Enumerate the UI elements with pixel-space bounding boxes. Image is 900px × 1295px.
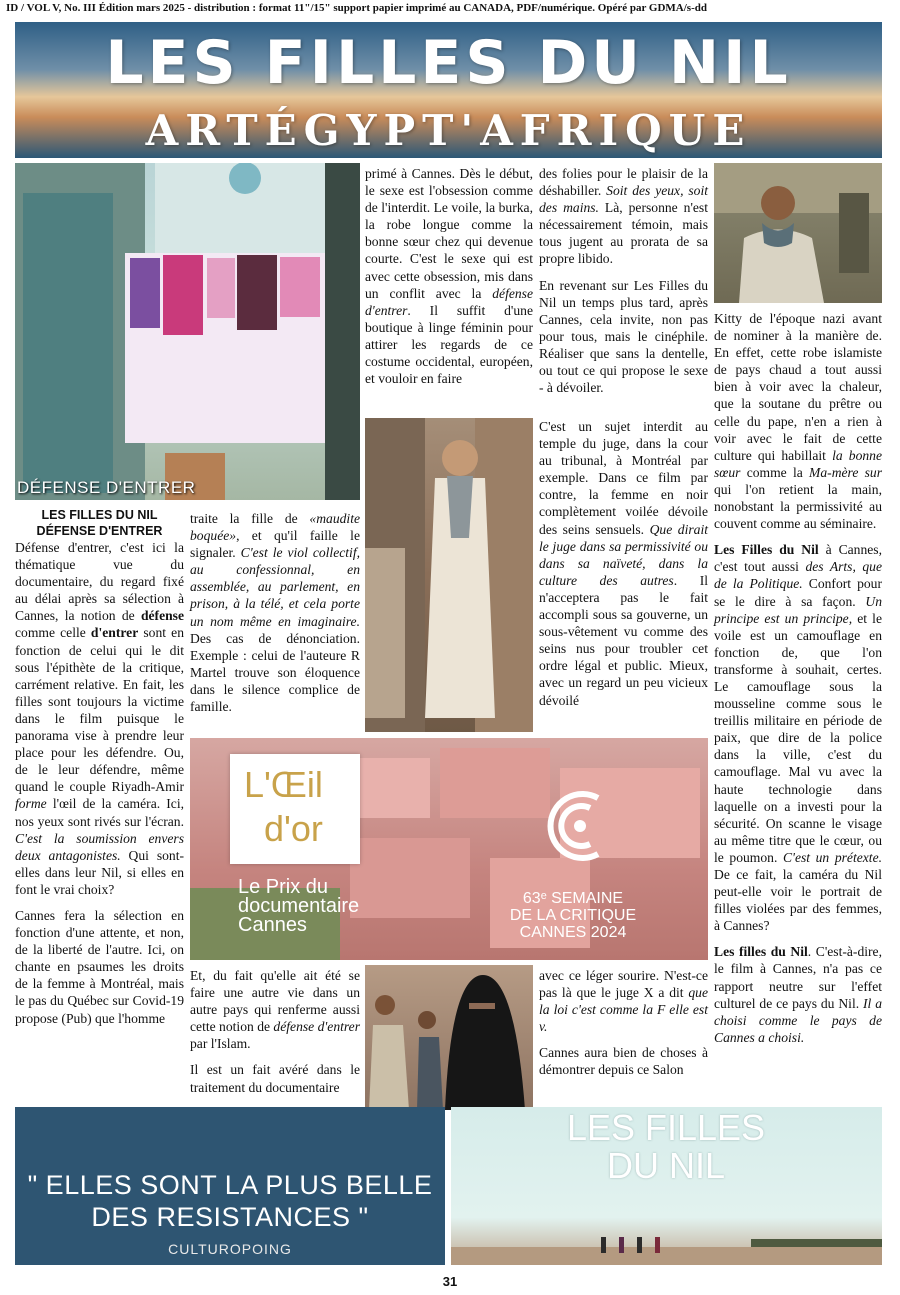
quote-source: CULTUROPOING (168, 1241, 292, 1257)
quote-text: " ELLES SONT LA PLUS BELLE DES RESISTANCES " (27, 1170, 433, 1232)
veiled-woman-photo (365, 965, 533, 1110)
paragraph: traite la fille de «maudite boquée», et qu'il faille le signaler. C'est le viol collectif, au confessionnal, en assemblée, au parlement, en prison, à la télé, et cela porte un nom même en imaginaire. Des cas de dénonciation. Exemple : celui de l'auteure R Martel trouve son éloquence dans le silence complice de famille. (190, 511, 360, 715)
issue-info: ID / VOL V, No. III Édition mars 2025 - distribution : format 11"/15" support papier imprimé au CANADA, PDF/numérique. Opéré par GDMA/s-dd (6, 2, 707, 14)
man-photo (365, 418, 533, 732)
paragraph: primé à Cannes. Dès le début, le sexe est l'obsession comme de l'interdit. Le voile, la burka, la robe longue comme la bonne sœur chez qui devenue courte. C'est le sexe qui est avec cette obsession, mis dans un conflit avec la défense d'entrer. Il suffit d'une boutique à linge féminin pour attirer les regards de ce costume occidental, européen, et vouloir en faire (365, 166, 533, 387)
paragraph: Les filles du Nil. C'est-à-dire, le film à Cannes, n'a pas ce rapport neutre sur l'effet culturel de ce pays du Nil. Il a choisi comme le pays de Cannes a choisi. (714, 944, 883, 1045)
paragraph: Cannes aura bien de choses à démontrer depuis ce Salon (539, 1045, 708, 1078)
semaine-logo-icon (540, 786, 610, 866)
paragraph: Et, du fait qu'elle ait été se faire une autre vie dans un autre pays qui renferme aussi cette notion de défense d'entrer par l'Islam. (190, 968, 361, 1052)
oeil-dor-card (230, 754, 360, 864)
young-man-illustration (714, 163, 882, 303)
paragraph: Il est un fait avéré dans le traitement du documentaire (190, 1062, 360, 1095)
dor-label: d'or (264, 808, 323, 849)
young-man-photo (714, 163, 882, 303)
quote-box (15, 1107, 445, 1265)
laundry-photo (15, 163, 360, 500)
article-column-3-top (539, 165, 708, 405)
article-column-3-middle (539, 418, 708, 718)
poster-title: LES FILLES DU NIL (566, 1107, 766, 1186)
article-column-2-middle (190, 510, 360, 724)
paragraph: C'est un sujet interdit au temple du juge, dans la cour au tribunal, à Montréal par exemple. Dans ce film par contre, la femme en noir complètement voilée dévoile des seins sensuels. Que dirait le juge dans sa permissivité ou dans sa naïveté, dans la culture des autres. Il n'acceptera pas le fait accompli sous sa gouverne, un sous-vêtement vu comme des seins nus pour troubler cet ordre légal et public. Mieux, avec un regard un peu vicieux dévoilé (539, 419, 708, 708)
section-heading: LES FILLES DU NIL (41, 508, 158, 522)
oeil-label: L'Œil (244, 764, 323, 805)
article-column-3-bottom (539, 967, 708, 1088)
photo-caption: DÉFENSE D'ENTRER (17, 478, 196, 497)
paragraph: Kitty de l'époque nazi avant de nominer à la manière de. En effet, cette robe islamiste de pays chaud a tout aussi bien à voir avec la chaleur, que la soutane du prêtre ou celle du pape, n'en a rien à voir avec le fait de cette culture qui habillait la bonne sœur comme la Ma-mère sur qui l'on retient la main, nonobstant la permissivité au couvent comme au séminaire. (714, 311, 882, 532)
paragraph: des folies pour le plaisir de la déshabiller. Soit des yeux, soit des mains. Là, personne n'est nécessairement témoin, mais tous jugent au prorata de sa propre libido. (539, 166, 709, 267)
poster-landscape (451, 1217, 882, 1265)
title-banner (15, 22, 882, 158)
article-column-4 (714, 310, 882, 1055)
article-column-2-bottom (190, 967, 360, 1105)
article-column-2-top (365, 165, 533, 396)
section-subheading: DÉFENSE D'ENTRER (36, 524, 163, 538)
magazine-subtitle: ARTÉGYPT'AFRIQUE (145, 106, 752, 155)
paragraph: Les Filles du Nil à Cannes, c'est tout aussi des Arts, que de la Politique. Confort pour se le dire à sa façon. Un principe est un principe, et le voile est un camouflage en fonction de, que l'on transforme à souhait, certes. Le camouflage sous la mousseline comme sous le treillis militaire en période de paix, que dire de la police dans la ville, c'est du camouflage. Mal vu avec la haute technologie dans laquelle on a investi pour la sécurité. On scanne le visage au même titre que le cœur, ou le poumon. C'est un prétexte. De ce fait, la caméra du Nil peut-elle voir le portrait de filles violées par des femmes, à Cannes? (714, 542, 883, 934)
prize-text: Le Prix du documentaire Cannes (238, 876, 360, 936)
paragraph: avec ce léger sourire. N'est-ce pas là que le juge X a dit que la loi c'est comme la F elle est v. (539, 968, 708, 1035)
film-poster (451, 1107, 882, 1265)
page-number: 31 (442, 1274, 458, 1289)
article-column-1 (15, 507, 184, 1036)
veiled-woman-illustration (365, 965, 533, 1110)
paragraph: Défense d'entrer, c'est ici la thématique vue du documentaire, du regard fixé au délai après sa sélection à Cannes, la notion de défense comme celle d'entrer sont en fonction de celui qui le dit sous l'épithète de la critique, carrément relative. En fait, les filles sont toujours la victime dans le film puisque le panorama vise à prendre leur place pour les défendre. Ou, de le leur défendre, même quand le couple Riyadh-Amir forme l'œil de la caméra. Ici, nos yeux sont rivés sur l'écran. C'est la soumission envers deux antagonistes. Qui sont-elles dans leur Nil, si elles en font le vrai choix? (15, 540, 185, 897)
award-image (190, 738, 708, 960)
man-illustration (365, 418, 533, 732)
paragraph: Cannes fera la sélection en fonction d'une attente, et non, de la liberté de l'autre. Ici, on chante en psaumes les droits de la femme à Montréal, mais le pas du Québec sur Covid-19 propose (Pub) que l'homme (15, 907, 184, 1026)
magazine-title: LES FILLES DU NIL (105, 28, 792, 98)
laundry-illustration (15, 163, 360, 500)
paragraph: En revenant sur Les Filles du Nil un temps plus tard, après Cannes, cela invite, non pas pour tous, mais le cinéphile. Réaliser que sans la dentelle, ou tout ce qui propose le sexe - à dévoiler. (539, 277, 708, 396)
semaine-text: 63ᵉ SEMAINE DE LA CRITIQUE CANNES 2024 (509, 890, 637, 941)
